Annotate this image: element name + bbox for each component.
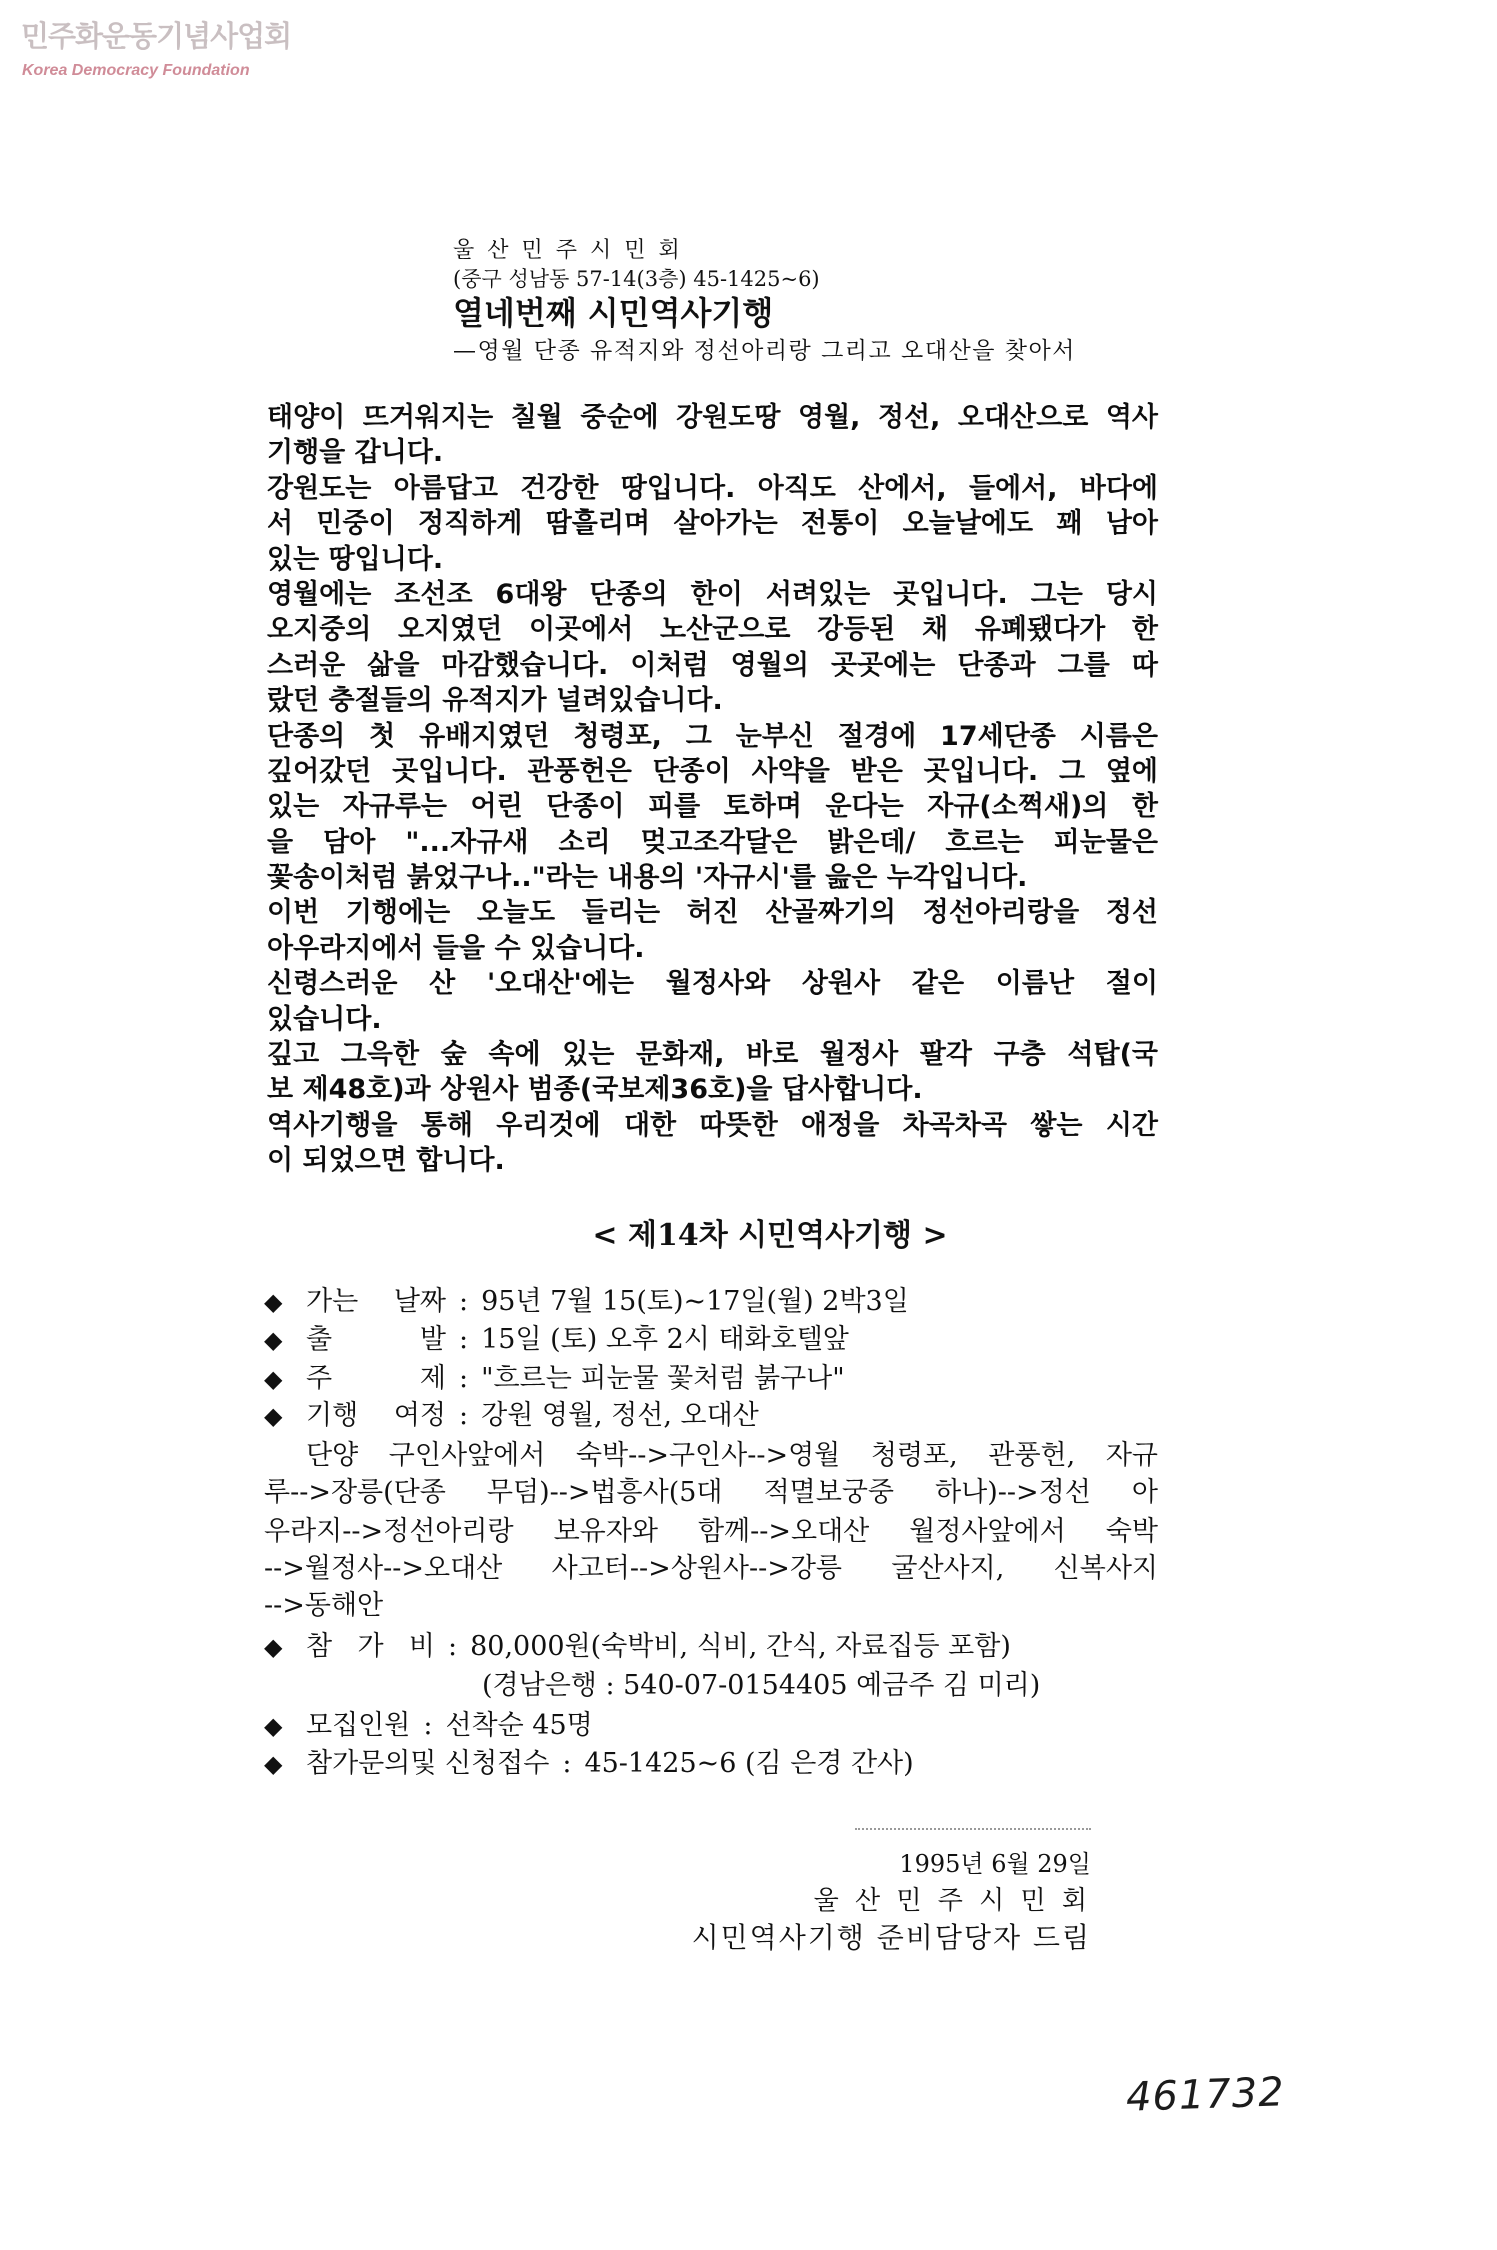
- diamond-bullet-icon: ◆: [264, 1288, 283, 1316]
- body-line: 스러운 삶을 마감했습니다. 이처럼 영월의 곳곳에는 단종과 그를 따: [267, 649, 1158, 681]
- item-label: 참가문의및 신청접수: [306, 1748, 550, 1779]
- footer-signatory: 시민역사기행 준비담당자 드림: [691, 1921, 1091, 1954]
- body-line: 이 되었으면 합니다.: [267, 1145, 505, 1177]
- issue-date: 1995년 6월 29일: [899, 1850, 1091, 1878]
- item-value: 95년 7월 15(토)~17일(월) 2박3일: [481, 1286, 909, 1317]
- item-value: 15일 (토) 오후 2시 태화호텔앞: [481, 1324, 849, 1355]
- diamond-bullet-icon: ◆: [264, 1712, 283, 1740]
- body-line: 을 담아 "...자규새 소리 멎고조각달은 밝은데/ 흐르는 피눈물은: [267, 826, 1158, 858]
- item-separator: :: [448, 1631, 458, 1662]
- item-separator: :: [459, 1324, 469, 1355]
- watermark-logo-korean: 민주화운동기념사업회: [21, 19, 292, 53]
- organization-name: 울 산 민 주 시 민 회: [453, 238, 683, 263]
- body-line: 있습니다.: [267, 1003, 382, 1035]
- body-line: 신령스러운 산 '오대산'에는 월정사와 상원사 같은 이름난 절이: [267, 968, 1158, 1000]
- body-line: 보 제48호)과 상원사 범종(국보제36호)을 답사합니다.: [267, 1074, 923, 1106]
- diamond-bullet-icon: ◆: [264, 1402, 283, 1430]
- dotted-divider: [855, 1828, 1091, 1830]
- itinerary-route-line: -->동해안: [264, 1590, 384, 1621]
- body-line: 서 민중이 정직하게 땀흘리며 살아가는 전통이 오늘날에도 꽤 남아: [267, 508, 1158, 540]
- item-label: 가는 날짜: [306, 1286, 446, 1317]
- bank-account-info: (경남은행 : 540-07-0154405 예금주 김 미리): [482, 1670, 1041, 1701]
- item-separator: :: [459, 1363, 469, 1394]
- program-item-theme: [264, 1361, 845, 1397]
- body-line: 있는 땅입니다.: [267, 543, 444, 575]
- item-label: 주 제: [306, 1363, 446, 1394]
- item-separator: :: [459, 1400, 469, 1431]
- diamond-bullet-icon: ◆: [264, 1633, 283, 1661]
- body-line: 강원도는 아름답고 건강한 땅입니다. 아직도 산에서, 들에서, 바다에: [267, 472, 1158, 504]
- item-value: 80,000원(숙박비, 식비, 간식, 자료집등 포함): [470, 1631, 1011, 1662]
- program-item-inquiry: [264, 1746, 914, 1782]
- handwritten-archive-number: 461732: [1125, 2069, 1286, 2121]
- organization-address: (중구 성남동 57-14(3층) 45-1425~6): [453, 267, 820, 291]
- itinerary-route-line: 루-->장릉(단종 무덤)-->법흥사(5대 적멸보궁중 하나)-->정선 아: [264, 1477, 1158, 1508]
- item-label: 출 발: [306, 1324, 446, 1355]
- body-line: 랐던 충절들의 유적지가 널려있습니다.: [267, 685, 723, 717]
- diamond-bullet-icon: ◆: [264, 1326, 283, 1354]
- program-item-departure: [264, 1322, 849, 1358]
- itinerary-route-line: 단양 구인사앞에서 숙박-->구인사-->영월 청령포, 관풍헌, 자규: [306, 1440, 1158, 1471]
- body-text: [267, 400, 1158, 1179]
- body-line: 깊고 그윽한 숲 속에 있는 문화재, 바로 월정사 팔각 구층 석탑(국: [267, 1039, 1158, 1071]
- item-label: 참 가 비: [306, 1631, 435, 1662]
- body-line: 역사기행을 통해 우리것에 대한 따뜻한 애정을 차곡차곡 쌓는 시간: [267, 1109, 1158, 1141]
- item-value: 45-1425~6 (김 은경 간사): [584, 1748, 914, 1779]
- document-subtitle: —영월 단종 유적지와 정선아리랑 그리고 오대산을 찾아서: [453, 338, 1076, 364]
- item-separator: :: [562, 1748, 572, 1779]
- item-value: "흐르는 피눈물 꽃처럼 붉구나": [481, 1363, 845, 1394]
- diamond-bullet-icon: ◆: [264, 1365, 283, 1393]
- program-item-itinerary: [264, 1398, 759, 1434]
- body-line: 단종의 첫 유배지였던 청령포, 그 눈부신 절경에 17세단종 시름은: [267, 720, 1158, 752]
- body-line: 기행을 갑니다.: [267, 437, 444, 469]
- program-item-recruitment: [264, 1708, 593, 1744]
- itinerary-route-line: -->월정사-->오대산 사고터-->상원사-->강릉 굴산사지, 신복사지: [264, 1553, 1158, 1584]
- item-separator: :: [459, 1286, 469, 1317]
- body-line: 태양이 뜨거워지는 칠월 중순에 강원도땅 영월, 정선, 오대산으로 역사: [267, 402, 1158, 433]
- item-label: 모집인원: [306, 1710, 411, 1741]
- item-value: 강원 영월, 정선, 오대산: [481, 1400, 759, 1431]
- diamond-bullet-icon: ◆: [264, 1750, 283, 1778]
- body-line: 꽃송이처럼 붉었구나.."라는 내용의 '자규시'를 읊은 누각입니다.: [267, 862, 1028, 894]
- body-line: 있는 자규루는 어린 단종이 피를 토하며 운다는 자규(소쩍새)의 한: [267, 791, 1158, 823]
- document-title: 열네번째 시민역사기행: [453, 294, 774, 332]
- item-value: 선착순 45명: [445, 1710, 593, 1741]
- body-line: 이번 기행에는 오늘도 들리는 허진 산골짜기의 정선아리랑을 정선: [267, 897, 1158, 929]
- body-line: 영월에는 조선조 6대왕 단종의 한이 서려있는 곳입니다. 그는 당시: [267, 578, 1158, 610]
- watermark-logo-english: Korea Democracy Foundation: [22, 62, 250, 79]
- program-item-date: [264, 1284, 909, 1320]
- body-line: 깊어갔던 곳입니다. 관풍헌은 단종이 사약을 받은 곳입니다. 그 옆에: [267, 755, 1158, 787]
- body-line: 아우라지에서 들을 수 있습니다.: [267, 932, 645, 964]
- itinerary-route-line: 우라지-->정선아리랑 보유자와 함께-->오대산 월정사앞에서 숙박: [264, 1516, 1158, 1547]
- item-label: 기행 여정: [306, 1400, 446, 1431]
- program-item-fee: [264, 1629, 1011, 1665]
- footer-organization: 울 산 민 주 시 민 회: [813, 1886, 1091, 1916]
- program-heading: < 제14차 시민역사기행 >: [592, 1218, 948, 1253]
- item-separator: :: [423, 1710, 433, 1741]
- body-line: 오지중의 오지였던 이곳에서 노산군으로 강등된 채 유폐됐다가 한: [267, 614, 1158, 646]
